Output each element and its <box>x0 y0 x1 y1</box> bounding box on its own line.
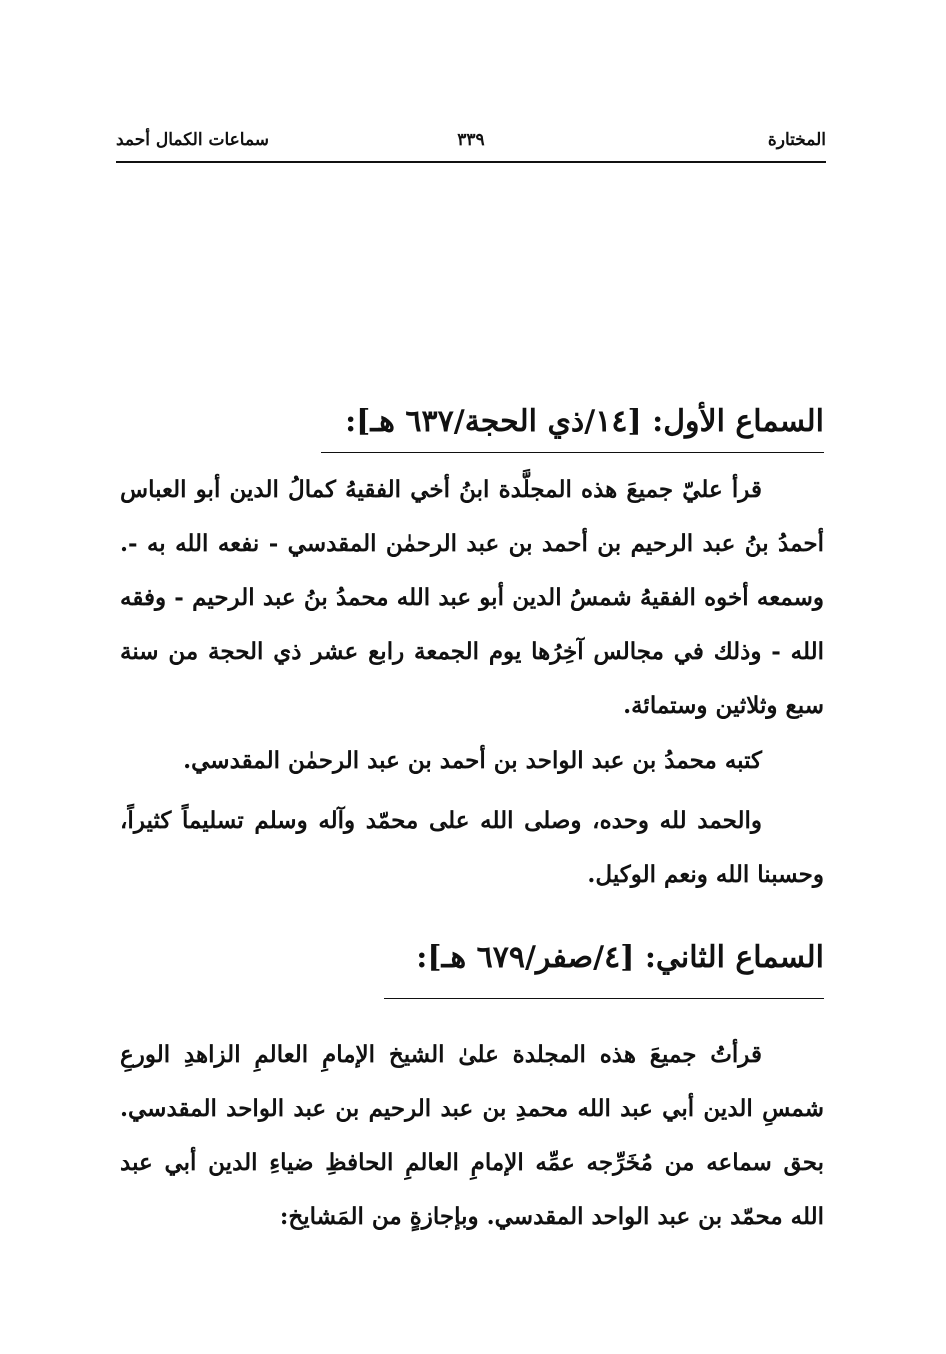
paragraph-second-reading-record: قرأتُ جميعَ هذه المجلدة علىٰ الشيخ الإمامِ العالمِ الزاهدِ الورعِ شمسِ الدين أبي عبد الله محمدِ بن عبد الرحيم بن عبد الواحد المقدسي. بحق سماعه من مُخَرِّجه عمِّه الإمامِ العالمِ الحافظِ ضياءِ الدين أبي عبد الله محمّد بن عبد الواحد المقدسي. وبإجازةٍ من المَشايخ: <box>120 1041 824 1230</box>
section-heading-second-hearing: السماع الثاني: [٤/صفر/٦٧٩ هـ]: <box>416 940 824 975</box>
paragraph-scribe-signature: كتبه محمدُ بن عبد الواحد بن أحمد بن عبد الرحمٰن المقدسي. <box>183 747 762 774</box>
running-header <box>116 128 826 158</box>
section-heading-underline <box>384 998 824 999</box>
header-chapter-title: سماعات الكمال أحمد <box>116 130 270 150</box>
paragraph-reading-record: قرأ عليّ جميعَ هذه المجلَّدة ابنُ أخي الفقيهُ كمالُ الدين أبو العباس أحمدُ بنُ عبد الرحيم بن أحمد بن عبد الرحمٰن المقدسي - نفعه الله به -. وسمعه أخوه الفقيهُ شمسُ الدين أبو عبد الله محمدُ بنُ عبد الرحيم - وفقه الله - وذلك في مجالس آخِرُها يوم الجمعة رابع عشر ذي الحجة من سنة سبع وثلاثين وستمائة. <box>120 476 824 719</box>
section-heading-first-hearing: السماع الأول: [١٤/ذي الحجة/٦٣٧ هـ]: <box>345 404 824 439</box>
header-book-title: المختارة <box>767 130 826 150</box>
header-divider <box>116 161 826 163</box>
paragraph-closing-doxology: والحمد لله وحده، وصلى الله على محمّد وآله وسلم تسليماً كثيراً، وحسبنا الله ونعم الوكيل. <box>120 807 824 888</box>
page-number: ٣٣٩ <box>457 130 485 150</box>
section-heading-underline <box>321 452 824 453</box>
